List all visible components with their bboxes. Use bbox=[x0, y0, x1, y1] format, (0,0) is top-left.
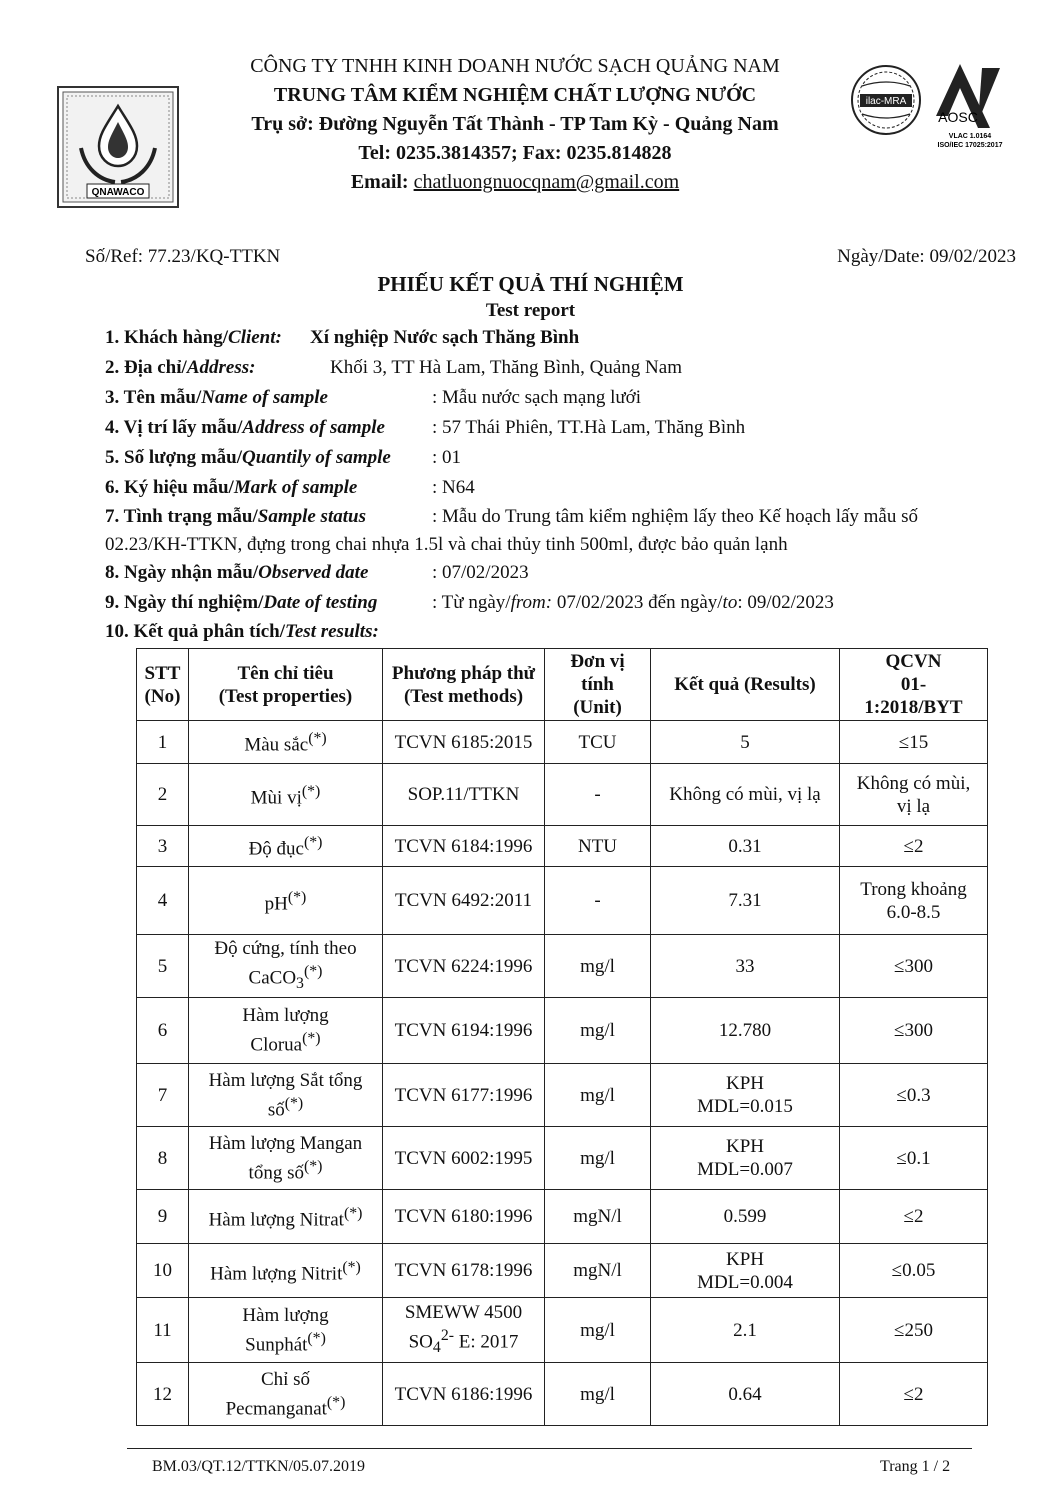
address-label: 2. Địa chỉ/Address: bbox=[105, 357, 256, 378]
cell-standard: ≤2 bbox=[840, 1190, 988, 1244]
vlac-text: VLAC 1.0164 bbox=[948, 133, 992, 140]
cell-property: Hàm lượng Clorua(*) bbox=[189, 998, 383, 1064]
col-header-results: Kết quả (Results) bbox=[651, 649, 840, 721]
col-header-properties: Tên chỉ tiêu (Test properties) bbox=[189, 649, 383, 721]
info-client bbox=[105, 327, 580, 349]
cell-unit: mgN/l bbox=[545, 1190, 651, 1244]
results-table bbox=[136, 648, 988, 1426]
cell-method: SMEWW 4500 $SO_4^{2-}$ E: 2017 bbox=[383, 1298, 545, 1363]
company-logo bbox=[57, 86, 179, 208]
cell-no: 11 bbox=[137, 1298, 189, 1363]
col-header-no: STT (No) bbox=[137, 649, 189, 721]
info-observed-date bbox=[105, 562, 529, 584]
cell-unit: mg/l bbox=[545, 998, 651, 1064]
cell-method: TCVN 6002:1995 bbox=[383, 1127, 545, 1190]
ilac-text: ilac-MRA bbox=[865, 96, 907, 107]
cell-no: 10 bbox=[137, 1244, 189, 1298]
cell-no: 1 bbox=[137, 721, 189, 764]
cell-method: TCVN 6178:1996 bbox=[383, 1244, 545, 1298]
cell-standard: ≤0.1 bbox=[840, 1127, 988, 1190]
cell-no: 5 bbox=[137, 935, 189, 998]
results-table-body bbox=[137, 721, 988, 1426]
cell-property: Độ cứng, tính theo CaCO$_3$(*) bbox=[189, 935, 383, 998]
table-row bbox=[137, 998, 988, 1064]
address-value: Khối 3, TT Hà Lam, Thăng Bình, Quảng Nam bbox=[330, 357, 682, 378]
cell-no: 8 bbox=[137, 1127, 189, 1190]
letterhead bbox=[170, 52, 860, 197]
col-header-unit: Đơn vị tính (Unit) bbox=[545, 649, 651, 721]
table-row bbox=[137, 1127, 988, 1190]
client-value: Xí nghiệp Nước sạch Thăng Bình bbox=[310, 327, 580, 348]
sample-address-label: 4. Vị trí lấy mẫu/Address of sample bbox=[105, 417, 385, 438]
cell-standard: ≤2 bbox=[840, 826, 988, 867]
table-header-row bbox=[137, 649, 988, 721]
col-header-methods: Phương pháp thử (Test methods) bbox=[383, 649, 545, 721]
cell-method: TCVN 6186:1996 bbox=[383, 1363, 545, 1426]
cell-unit: mg/l bbox=[545, 1363, 651, 1426]
cell-result: KPH MDL=0.007 bbox=[651, 1127, 840, 1190]
page-subtitle: Test report bbox=[485, 300, 576, 321]
cell-method: TCVN 6184:1996 bbox=[383, 826, 545, 867]
cell-standard: ≤300 bbox=[840, 935, 988, 998]
cell-property: Hàm lượng Sắt tổng số(*) bbox=[189, 1064, 383, 1127]
table-row bbox=[137, 826, 988, 867]
ilac-aosc-logo-icon bbox=[850, 56, 1020, 152]
client-label: 1. Khách hàng/Client: bbox=[105, 327, 282, 348]
info-quantity bbox=[105, 447, 462, 469]
cell-method: TCVN 6224:1996 bbox=[383, 935, 545, 998]
cell-unit: TCU bbox=[545, 721, 651, 764]
cell-no: 9 bbox=[137, 1190, 189, 1244]
email-link[interactable]: chatluongnuocqnam@gmail.com bbox=[413, 171, 680, 193]
cell-unit: - bbox=[545, 867, 651, 935]
cell-standard: ≤300 bbox=[840, 998, 988, 1064]
cell-standard: ≤15 bbox=[840, 721, 988, 764]
page-number: Trang 1 / 2 bbox=[880, 1458, 951, 1475]
cell-property: Chỉ số Pecmanganat(*) bbox=[189, 1363, 383, 1426]
cell-property: Mùi vị(*) bbox=[189, 764, 383, 826]
cell-unit: mg/l bbox=[545, 935, 651, 998]
cell-result: 7.31 bbox=[651, 867, 840, 935]
cell-no: 4 bbox=[137, 867, 189, 935]
cell-result: 12.780 bbox=[651, 998, 840, 1064]
aosc-text: AOSC bbox=[938, 109, 978, 125]
cell-unit: mg/l bbox=[545, 1298, 651, 1363]
sample-address-value: : 57 Thái Phiên, TT.Hà Lam, Thăng Bình bbox=[432, 417, 746, 438]
cell-standard: ≤0.3 bbox=[840, 1064, 988, 1127]
table-row bbox=[137, 1363, 988, 1426]
table-row bbox=[137, 935, 988, 998]
cell-property: Hàm lượng Nitrat(*) bbox=[189, 1190, 383, 1244]
company-name: CÔNG TY TNHH KINH DOANH NƯỚC SẠCH QUẢNG NAM bbox=[250, 55, 780, 77]
cell-unit: mg/l bbox=[545, 1064, 651, 1127]
cell-standard: Trong khoảng 6.0-8.5 bbox=[840, 867, 988, 935]
cell-no: 3 bbox=[137, 826, 189, 867]
info-testing-date bbox=[105, 592, 834, 614]
observed-value: : 07/02/2023 bbox=[432, 562, 529, 583]
cell-result: KPH MDL=0.015 bbox=[651, 1064, 840, 1127]
contact-phone: Tel: 0235.3814357; Fax: 0235.814828 bbox=[358, 142, 672, 164]
cell-method: TCVN 6492:2011 bbox=[383, 867, 545, 935]
cell-property: Hàm lượng Mangan tổng số(*) bbox=[189, 1127, 383, 1190]
cell-unit: NTU bbox=[545, 826, 651, 867]
table-row bbox=[137, 721, 988, 764]
quantity-value: : 01 bbox=[432, 447, 462, 468]
cell-method: SOP.11/TTKN bbox=[383, 764, 545, 826]
table-row bbox=[137, 764, 988, 826]
cell-result: 33 bbox=[651, 935, 840, 998]
office-address: Trụ sở: Đường Nguyễn Tất Thành - TP Tam Kỳ - Quảng Nam bbox=[251, 113, 779, 135]
info-address bbox=[105, 357, 682, 379]
cell-method: TCVN 6185:2015 bbox=[383, 721, 545, 764]
cell-result: Không có mùi, vị lạ bbox=[651, 764, 840, 826]
cell-result: 5 bbox=[651, 721, 840, 764]
status-label: 7. Tình trạng mẫu/Sample status bbox=[105, 506, 366, 527]
info-sample-name bbox=[105, 387, 642, 409]
cell-standard: ≤2 bbox=[840, 1363, 988, 1426]
cell-no: 12 bbox=[137, 1363, 189, 1426]
table-row bbox=[137, 1244, 988, 1298]
accreditation-logos bbox=[850, 56, 1020, 152]
quantity-label: 5. Số lượng mẫu/Quantily of sample bbox=[105, 447, 391, 468]
cell-no: 7 bbox=[137, 1064, 189, 1127]
info-mark bbox=[105, 477, 475, 499]
iso-text: ISO/IEC 17025:2017 bbox=[937, 142, 1003, 149]
cell-result: 0.31 bbox=[651, 826, 840, 867]
logo-text: QNAWACO bbox=[91, 187, 145, 198]
form-code: BM.03/QT.12/TTKN/05.07.2019 bbox=[152, 1458, 366, 1475]
observed-label: 8. Ngày nhận mẫu/Observed date bbox=[105, 562, 369, 583]
status-value-line-2: 02.23/KH-TTKN, đựng trong chai nhựa 1.5l và chai thủy tinh 500ml, được bảo quản lạnh bbox=[105, 534, 788, 555]
cell-property: pH(*) bbox=[189, 867, 383, 935]
cell-result: 2.1 bbox=[651, 1298, 840, 1363]
cell-property: Hàm lượng Nitrit(*) bbox=[189, 1244, 383, 1298]
cell-no: 6 bbox=[137, 998, 189, 1064]
sample-name-value: : Mẫu nước sạch mạng lưới bbox=[432, 387, 642, 408]
cell-property: Màu sắc(*) bbox=[189, 721, 383, 764]
table-row bbox=[137, 1190, 988, 1244]
table-row bbox=[137, 1064, 988, 1127]
cell-no: 2 bbox=[137, 764, 189, 826]
sample-name-label: 3. Tên mẫu/Name of sample bbox=[105, 387, 328, 408]
cell-property: Độ đục(*) bbox=[189, 826, 383, 867]
mark-value: : N64 bbox=[432, 477, 475, 498]
cell-method: TCVN 6177:1996 bbox=[383, 1064, 545, 1127]
info-results-heading bbox=[105, 621, 379, 643]
footer-divider bbox=[127, 1448, 972, 1449]
info-sample-address bbox=[105, 417, 746, 439]
results-label: 10. Kết quả phân tích/Test results: bbox=[105, 621, 379, 642]
cell-result: 0.64 bbox=[651, 1363, 840, 1426]
cell-standard: Không có mùi, vị lạ bbox=[840, 764, 988, 826]
status-value-line-1: : Mẫu do Trung tâm kiểm nghiệm lấy theo Kế hoạch lấy mẫu số bbox=[432, 506, 919, 527]
cell-property: Hàm lượng Sunphát(*) bbox=[189, 1298, 383, 1363]
table-row bbox=[137, 1298, 988, 1363]
col-header-standard: QCVN 01- 1:2018/BYT bbox=[840, 649, 988, 721]
cell-unit: mg/l bbox=[545, 1127, 651, 1190]
mark-label: 6. Ký hiệu mẫu/Mark of sample bbox=[105, 477, 358, 498]
cell-result: 0.599 bbox=[651, 1190, 840, 1244]
testing-value: : Từ ngày/from: 07/02/2023 đến ngày/to: 09/02/2023 bbox=[432, 592, 834, 613]
cell-method: TCVN 6194:1996 bbox=[383, 998, 545, 1064]
testing-label: 9. Ngày thí nghiệm/Date of testing bbox=[105, 592, 378, 613]
cell-standard: ≤250 bbox=[840, 1298, 988, 1363]
water-drop-hands-logo-icon bbox=[59, 88, 177, 206]
center-name: TRUNG TÂM KIỂM NGHIỆM CHẤT LƯỢNG NƯỚC bbox=[273, 84, 757, 106]
cell-method: TCVN 6180:1996 bbox=[383, 1190, 545, 1244]
report-date: Ngày/Date: 09/02/2023 bbox=[837, 246, 1016, 267]
cell-unit: mgN/l bbox=[545, 1244, 651, 1298]
info-status bbox=[105, 506, 919, 528]
contact-email bbox=[170, 168, 860, 197]
page-title: PHIẾU KẾT QUẢ THÍ NGHIỆM bbox=[377, 272, 684, 296]
cell-standard: ≤0.05 bbox=[840, 1244, 988, 1298]
table-row bbox=[137, 867, 988, 935]
reference-number: Số/Ref: 77.23/KQ-TTKN bbox=[85, 246, 281, 267]
email-label: Email: bbox=[350, 171, 409, 193]
cell-result: KPH MDL=0.004 bbox=[651, 1244, 840, 1298]
cell-unit: - bbox=[545, 764, 651, 826]
